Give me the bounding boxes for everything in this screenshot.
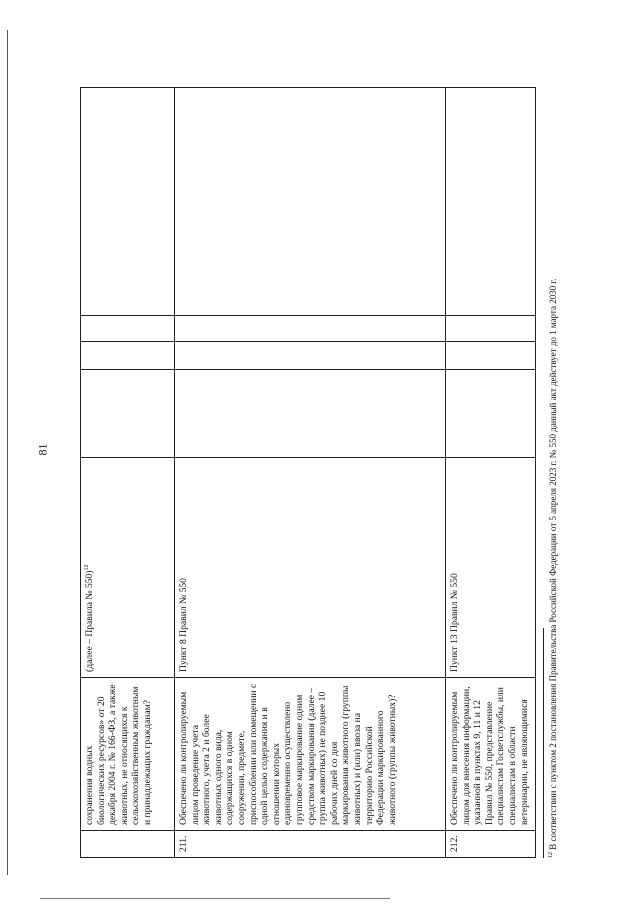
table-row: [446, 88, 536, 858]
footnote-divider: [543, 628, 544, 858]
rotated-page-content: [80, 88, 570, 858]
table-row: [175, 88, 446, 858]
requirements-table: [80, 87, 536, 858]
legal-act-cell: [81, 458, 175, 678]
requirement-text: сохранения водных биологических ресурсов» от 20 декабря 2004 г. № 166-ФЗ, а также животных, не относящихся к сельскохозяйственным животным и принадлежащих гражданам?: [81, 678, 175, 831]
notes-cell: [175, 88, 446, 316]
legal-act-text: Пункт 8 Правил № 550: [178, 578, 189, 672]
legal-act-cell: [175, 458, 446, 678]
footnote-text: В соответствии с пунктом 2 постановления Правительства Российской Федерации от 5 апреля 2023 г. № 550 данный акт действует до 1 марта 2030 г.: [548, 278, 558, 850]
table-row: [81, 88, 175, 858]
row-number: [81, 831, 175, 858]
legal-act-cell: [446, 458, 536, 678]
requirement-text: Обеспечено ли контролируемым лицом для внесения информации, указанной в пунктах 9, 11 и 12 Правил № 550, представление специалистам Госветслужбы, или специалистам в области ветеринарии, не являющимися: [446, 678, 536, 831]
answer-yes-cell: [81, 370, 175, 458]
notes-cell: [81, 88, 175, 316]
answer-no-cell: [81, 342, 175, 370]
requirement-text: Обеспечено ли контролируемым лицом проведение учета животного, учета 2 и более животных одного вида, содержащихся в одном сооружении, предмете, приспособлении или помещении с одной целью содержания и в отношении которых единовременно осуществлено групповое маркирование одним средством маркирования (далее – группа животных) не позднее 10 рабочих дней со дня маркирования животного (группы животных) и (или) ввоза на территорию Российской Федерации маркированного животного (группы животных)?: [175, 678, 446, 831]
notes-cell: [446, 88, 536, 316]
answer-yes-cell: [446, 370, 536, 458]
footnote-marker: 12: [548, 852, 554, 858]
page-number: 81: [35, 443, 50, 456]
answer-no-cell: [175, 342, 446, 370]
row-number: 211.: [175, 831, 446, 858]
footnote-ref: 12: [83, 564, 90, 571]
row-number: 212.: [446, 831, 536, 858]
answer-na-cell: [446, 316, 536, 342]
legal-act-text: Пункт 13 Правил № 550: [449, 573, 460, 672]
scan-edge-left: [7, 30, 8, 875]
legal-act-text: (далее – Правила № 550): [84, 570, 95, 672]
answer-no-cell: [446, 342, 536, 370]
scan-edge-bottom: [40, 898, 390, 899]
footnote: [548, 88, 559, 858]
answer-na-cell: [81, 316, 175, 342]
answer-yes-cell: [175, 370, 446, 458]
answer-na-cell: [175, 316, 446, 342]
